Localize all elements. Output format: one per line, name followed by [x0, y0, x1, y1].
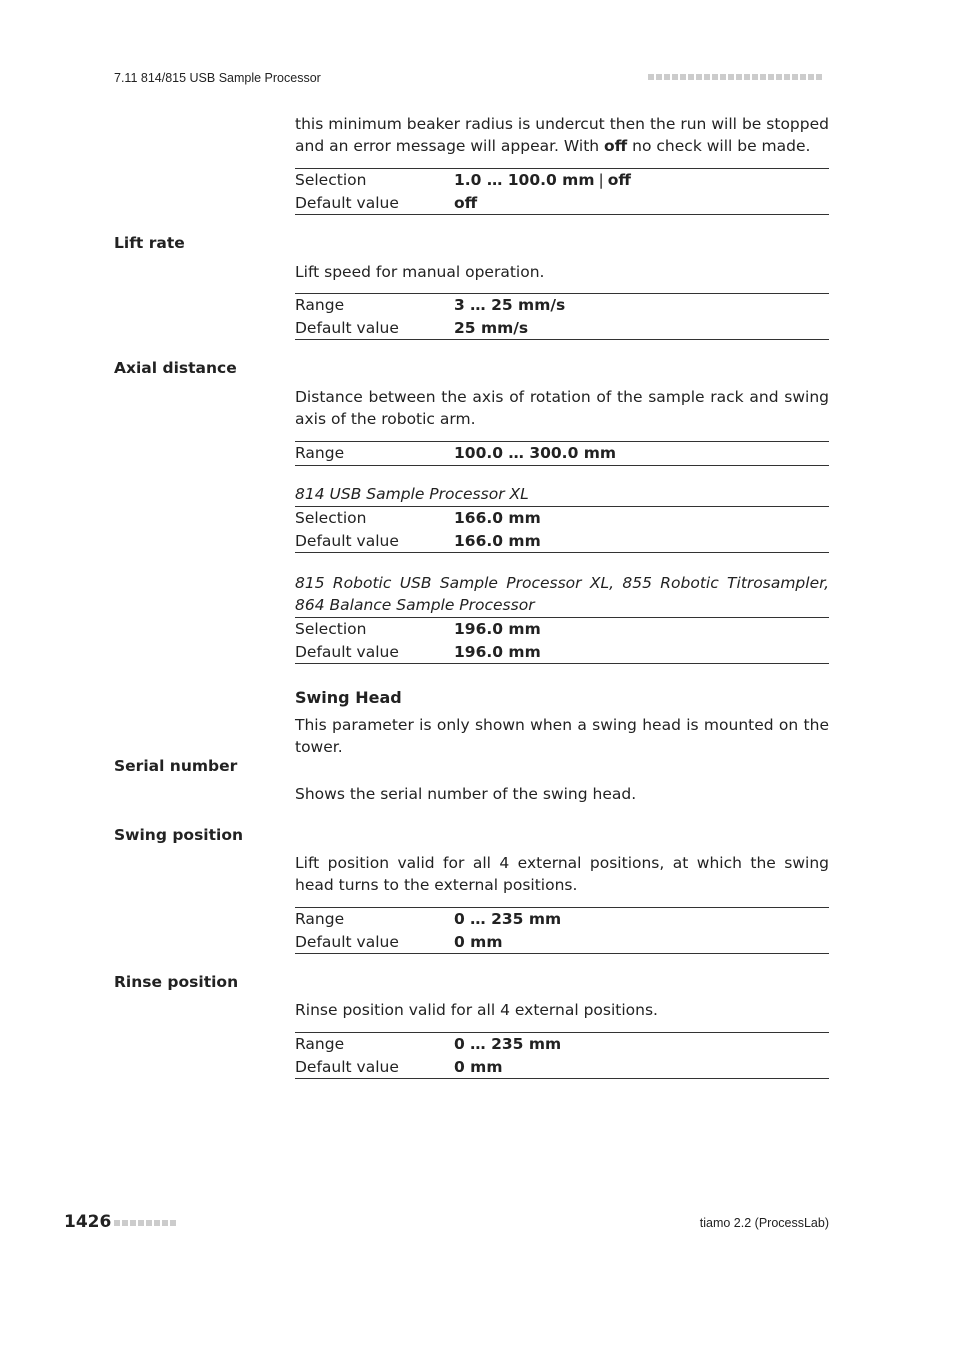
default-label: Default value: [295, 1057, 399, 1076]
intro-paragraph: this minimum beaker radius is undercut then the run will be stopped and an error message will appear. With off no check will be made.: [295, 115, 829, 155]
range-value: 0 … 235 mm: [454, 910, 562, 928]
range-value: 100.0 … 300.0 mm: [454, 444, 617, 462]
default-label: Default value: [295, 193, 399, 212]
default-value: 0 mm: [454, 1057, 503, 1076]
selection-value: 166.0 mm: [454, 509, 541, 527]
table-row: [295, 530, 829, 553]
default-label: Default value: [295, 932, 399, 951]
table-row: [295, 1056, 829, 1079]
default-label: Default value: [295, 318, 399, 337]
axial-distance-description: Distance between the axis of rotation of the sample rack and swing axis of the robotic arm.: [295, 388, 829, 428]
param-title-swing-position: Swing position: [114, 826, 244, 844]
range-value: 3 … 25 mm/s: [454, 296, 566, 314]
default-value: off: [454, 193, 478, 212]
range-label: Range: [295, 444, 345, 462]
lift-rate-description: Lift speed for manual operation.: [295, 263, 545, 281]
default-value: 0 mm: [454, 932, 503, 951]
running-header: 7.11 814/815 USB Sample Processor: [114, 71, 321, 85]
intro-table: [295, 168, 829, 215]
selection-label: Selection: [295, 171, 367, 189]
selection-label: Selection: [295, 620, 367, 638]
rinse-position-description: Rinse position valid for all 4 external positions.: [295, 1001, 658, 1019]
swing-position-table: [295, 907, 829, 954]
table-row: [295, 294, 829, 317]
robotic-caption: 815 Robotic USB Sample Processor XL, 855 Robotic Titrosampler, 864 Balance Sample Processor: [295, 574, 829, 614]
rinse-position-table: [295, 1032, 829, 1079]
table-row: [295, 908, 829, 931]
xl-table: [295, 506, 829, 553]
default-label: Default value: [295, 531, 399, 550]
robotic-table: [295, 617, 829, 664]
table-row: [295, 442, 829, 465]
product-name: tiamo 2.2 (ProcessLab): [699, 1216, 829, 1230]
range-label: Range: [295, 910, 345, 928]
swing-position-description: Lift position valid for all 4 external positions, at which the swing head turns to the external positions.: [295, 854, 829, 894]
range-label: Range: [295, 1035, 345, 1053]
swing-head-description: This parameter is only shown when a swing head is mounted on the tower.: [295, 716, 829, 756]
page-number: 1426: [64, 1212, 112, 1232]
default-value: 25 mm/s: [454, 318, 529, 337]
axial-distance-range-table: [295, 441, 829, 466]
param-title-lift-rate: Lift rate: [114, 234, 185, 252]
serial-number-description: Shows the serial number of the swing head.: [295, 785, 637, 803]
table-row: [295, 169, 829, 192]
range-label: Range: [295, 296, 345, 314]
param-title-rinse-position: Rinse position: [114, 973, 239, 991]
table-row: [295, 931, 829, 954]
table-row: [295, 641, 829, 664]
param-title-axial-distance: Axial distance: [114, 359, 237, 377]
selection-value: 196.0 mm: [454, 620, 541, 638]
selection-label: Selection: [295, 509, 367, 527]
param-title-serial-number: Serial number: [114, 757, 238, 775]
table-row: [295, 507, 829, 530]
default-label: Default value: [295, 642, 399, 661]
default-value: 196.0 mm: [454, 642, 541, 661]
range-value: 0 … 235 mm: [454, 1035, 562, 1053]
default-value: 166.0 mm: [454, 531, 541, 550]
footer-decoration: [114, 1220, 176, 1226]
table-row: [295, 618, 829, 641]
header-decoration: [648, 74, 822, 80]
xl-caption: 814 USB Sample Processor XL: [295, 485, 529, 503]
table-row: [295, 192, 829, 215]
selection-value: 1.0 … 100.0 mm | off: [454, 171, 631, 189]
table-row: [295, 1033, 829, 1056]
section-heading-swing-head: Swing Head: [295, 688, 402, 707]
lift-rate-table: [295, 293, 829, 340]
table-row: [295, 317, 829, 340]
